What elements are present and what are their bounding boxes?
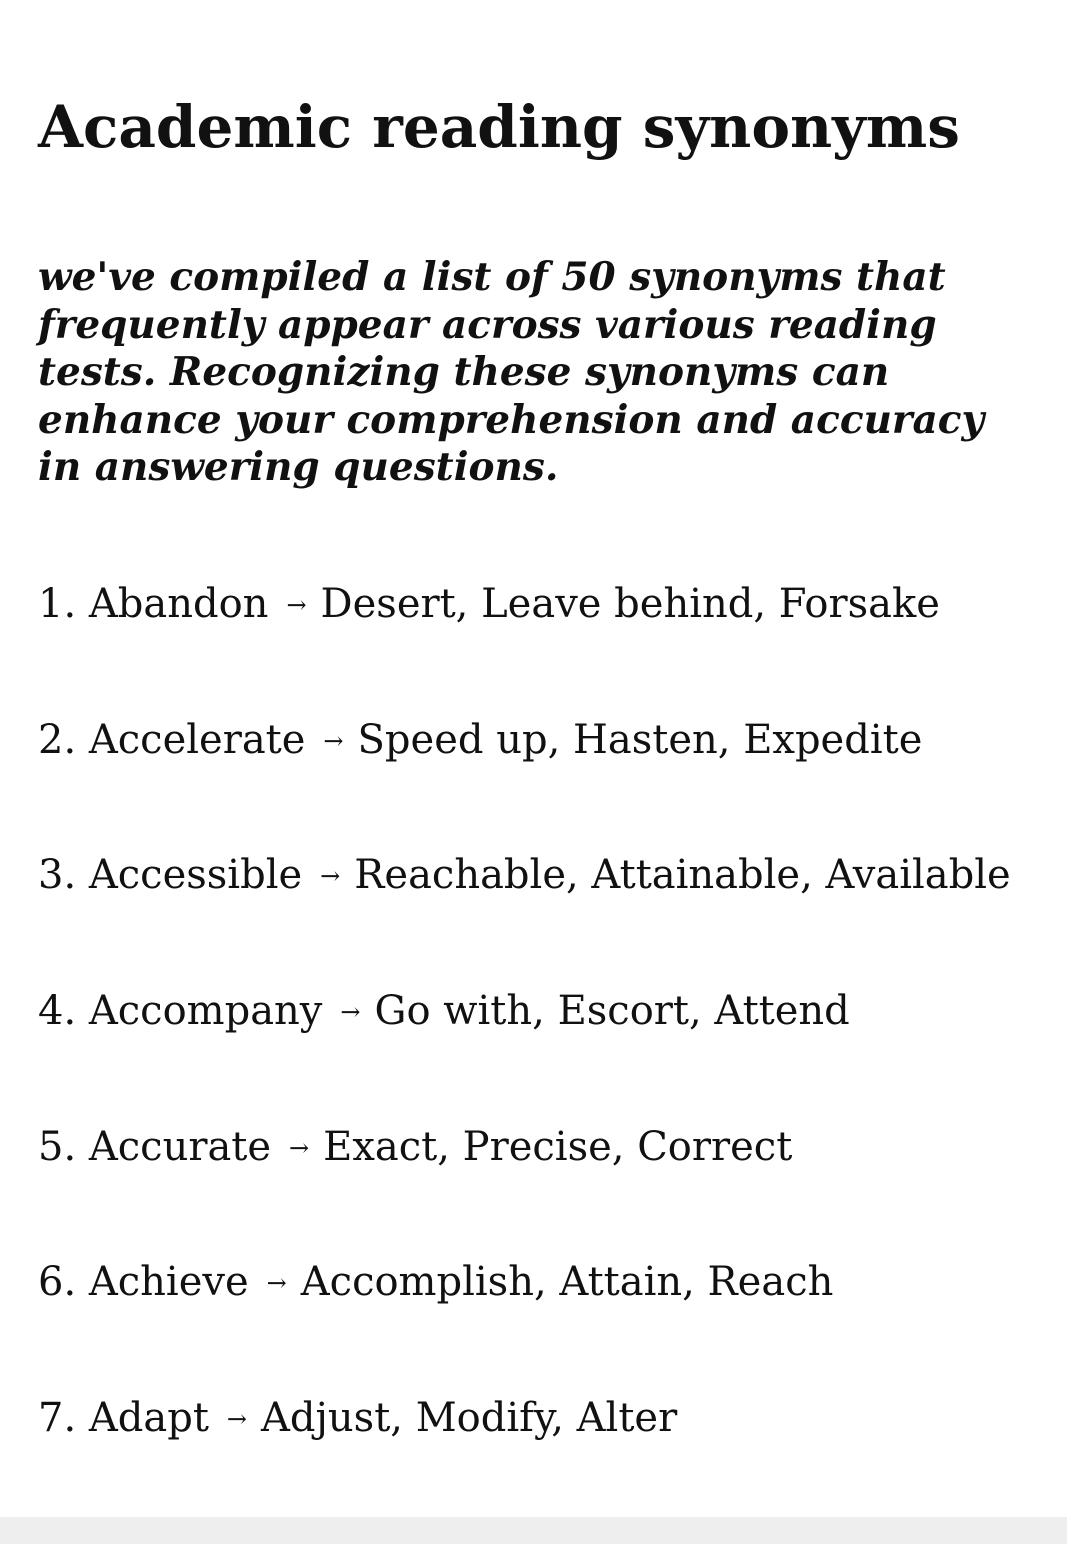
list-item [38,845,1011,981]
arrow-right-icon: → [226,1405,248,1434]
list-item [38,1388,1011,1524]
synonym-list [38,574,1011,1524]
page-title: Academic reading synonyms [38,93,960,161]
intro-paragraph: we've compiled a list of 50 synonyms that frequently appear across various reading tests. Recognizing these synonyms can enhance your comprehension and accuracy in answering questions. [38,254,985,490]
arrow-right-icon: → [323,726,344,755]
synonyms-text: Adjust, Modify, Alter [261,1395,678,1442]
list-item [38,1117,1011,1253]
list-item [38,981,1011,1117]
list-item [38,710,1011,846]
synonyms-text: Exact, Precise, Correct [323,1123,793,1170]
term-label: 4. Accompany [38,988,323,1035]
arrow-right-icon: → [266,1269,287,1298]
arrow-right-icon: → [286,591,307,619]
next-item-cutoff-strip [0,1517,1067,1544]
arrow-right-icon: → [289,1133,310,1162]
synonyms-text: Reachable, Attainable, Available [354,852,1011,899]
term-label: 6. Achieve [38,1259,249,1306]
term-label: 1. Abandon [38,581,269,627]
synonyms-text: Go with, Escort, Attend [374,988,850,1035]
term-label: 7. Adapt [38,1395,209,1442]
term-label: 5. Accurate [38,1123,272,1170]
arrow-right-icon: → [320,862,341,891]
term-label: 2. Accelerate [38,716,306,763]
synonyms-text: Speed up, Hasten, Expedite [357,716,923,763]
list-item [38,574,1011,710]
synonyms-text: Desert, Leave behind, Forsake [320,581,940,627]
arrow-right-icon: → [340,998,361,1027]
term-label: 3. Accessible [38,852,303,899]
synonyms-text: Accomplish, Attain, Reach [300,1259,834,1306]
list-item [38,1252,1011,1388]
cut-off-text-fragment [38,1531,51,1544]
